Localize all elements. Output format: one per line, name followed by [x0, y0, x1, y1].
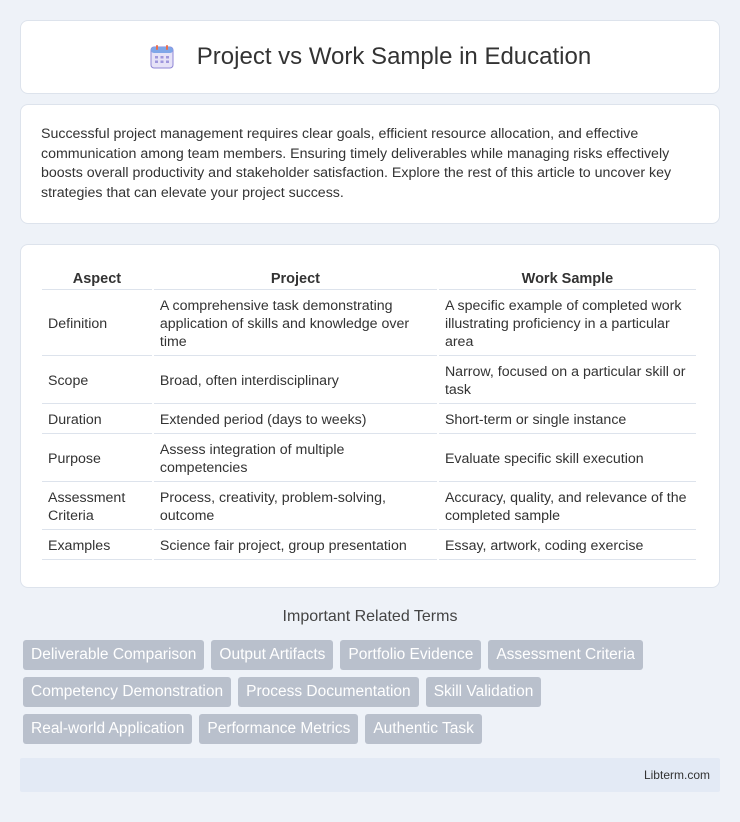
table-row — [42, 406, 696, 434]
tag-portfolio-evidence[interactable]: Portfolio Evidence — [340, 640, 481, 670]
intro-paragraph: Successful project management requires clear goals, efficient resource allocation, and effective communication among team members. Ensuring timely deliverables while managing risks effectively boosts overall productivity and stakeholder satisfaction. Explore the rest of this article to uncover key strategies that can elevate your project success. — [41, 126, 672, 201]
table-cell-project: Assess integration of multiple competencies — [154, 436, 437, 482]
table-header-row — [42, 267, 696, 290]
tag-deliverable-comparison[interactable]: Deliverable Comparison — [23, 640, 204, 670]
column-header-project: Project — [154, 267, 437, 290]
tag-process-documentation[interactable]: Process Documentation — [238, 677, 419, 707]
tag-real-world-application[interactable]: Real-world Application — [23, 714, 192, 744]
table-row — [42, 484, 696, 530]
table-cell-project: Process, creativity, problem-solving, outcome — [154, 484, 437, 530]
table-cell-work-sample: Accuracy, quality, and relevance of the completed sample — [439, 484, 696, 530]
table-row — [42, 532, 696, 560]
table-cell-aspect: Examples — [42, 532, 152, 560]
table-cell-work-sample: Evaluate specific skill execution — [439, 436, 696, 482]
intro-card — [20, 104, 720, 224]
page-title: Project vs Work Sample in Education — [196, 43, 592, 70]
comparison-table — [40, 265, 698, 562]
footer — [20, 758, 720, 792]
table-cell-work-sample: Narrow, focused on a particular skill or task — [439, 358, 696, 404]
related-terms-tags — [23, 640, 723, 751]
tag-row — [23, 714, 723, 744]
related-terms-title: Important Related Terms — [282, 608, 458, 625]
calendar-icon — [149, 44, 175, 70]
table-cell-project: A comprehensive task demonstrating application of skills and knowledge over time — [154, 292, 437, 356]
tag-assessment-criteria[interactable]: Assessment Criteria — [488, 640, 643, 670]
table-cell-aspect: Scope — [42, 358, 152, 404]
table-cell-project: Extended period (days to weeks) — [154, 406, 437, 434]
table-cell-aspect: Purpose — [42, 436, 152, 482]
table-row — [42, 436, 696, 482]
tag-competency-demonstration[interactable]: Competency Demonstration — [23, 677, 231, 707]
column-header-work-sample: Work Sample — [439, 267, 696, 290]
title-card — [20, 20, 720, 94]
table-row — [42, 358, 696, 404]
tag-authentic-task[interactable]: Authentic Task — [365, 714, 482, 744]
tag-output-artifacts[interactable]: Output Artifacts — [211, 640, 333, 670]
tag-performance-metrics[interactable]: Performance Metrics — [199, 714, 358, 744]
table-cell-work-sample: Short-term or single instance — [439, 406, 696, 434]
comparison-card — [20, 244, 720, 588]
table-cell-aspect: Definition — [42, 292, 152, 356]
tag-row — [23, 677, 723, 707]
table-cell-project: Science fair project, group presentation — [154, 532, 437, 560]
table-cell-work-sample: Essay, artwork, coding exercise — [439, 532, 696, 560]
table-cell-aspect: Duration — [42, 406, 152, 434]
tag-row — [23, 640, 723, 670]
tag-skill-validation[interactable]: Skill Validation — [426, 677, 542, 707]
table-cell-aspect: Assessment Criteria — [42, 484, 152, 530]
table-row — [42, 292, 696, 356]
column-header-aspect: Aspect — [42, 267, 152, 290]
table-cell-work-sample: A specific example of completed work illustrating proficiency in a particular area — [439, 292, 696, 356]
footer-site-link[interactable]: Libterm.com — [643, 768, 710, 782]
table-cell-project: Broad, often interdisciplinary — [154, 358, 437, 404]
